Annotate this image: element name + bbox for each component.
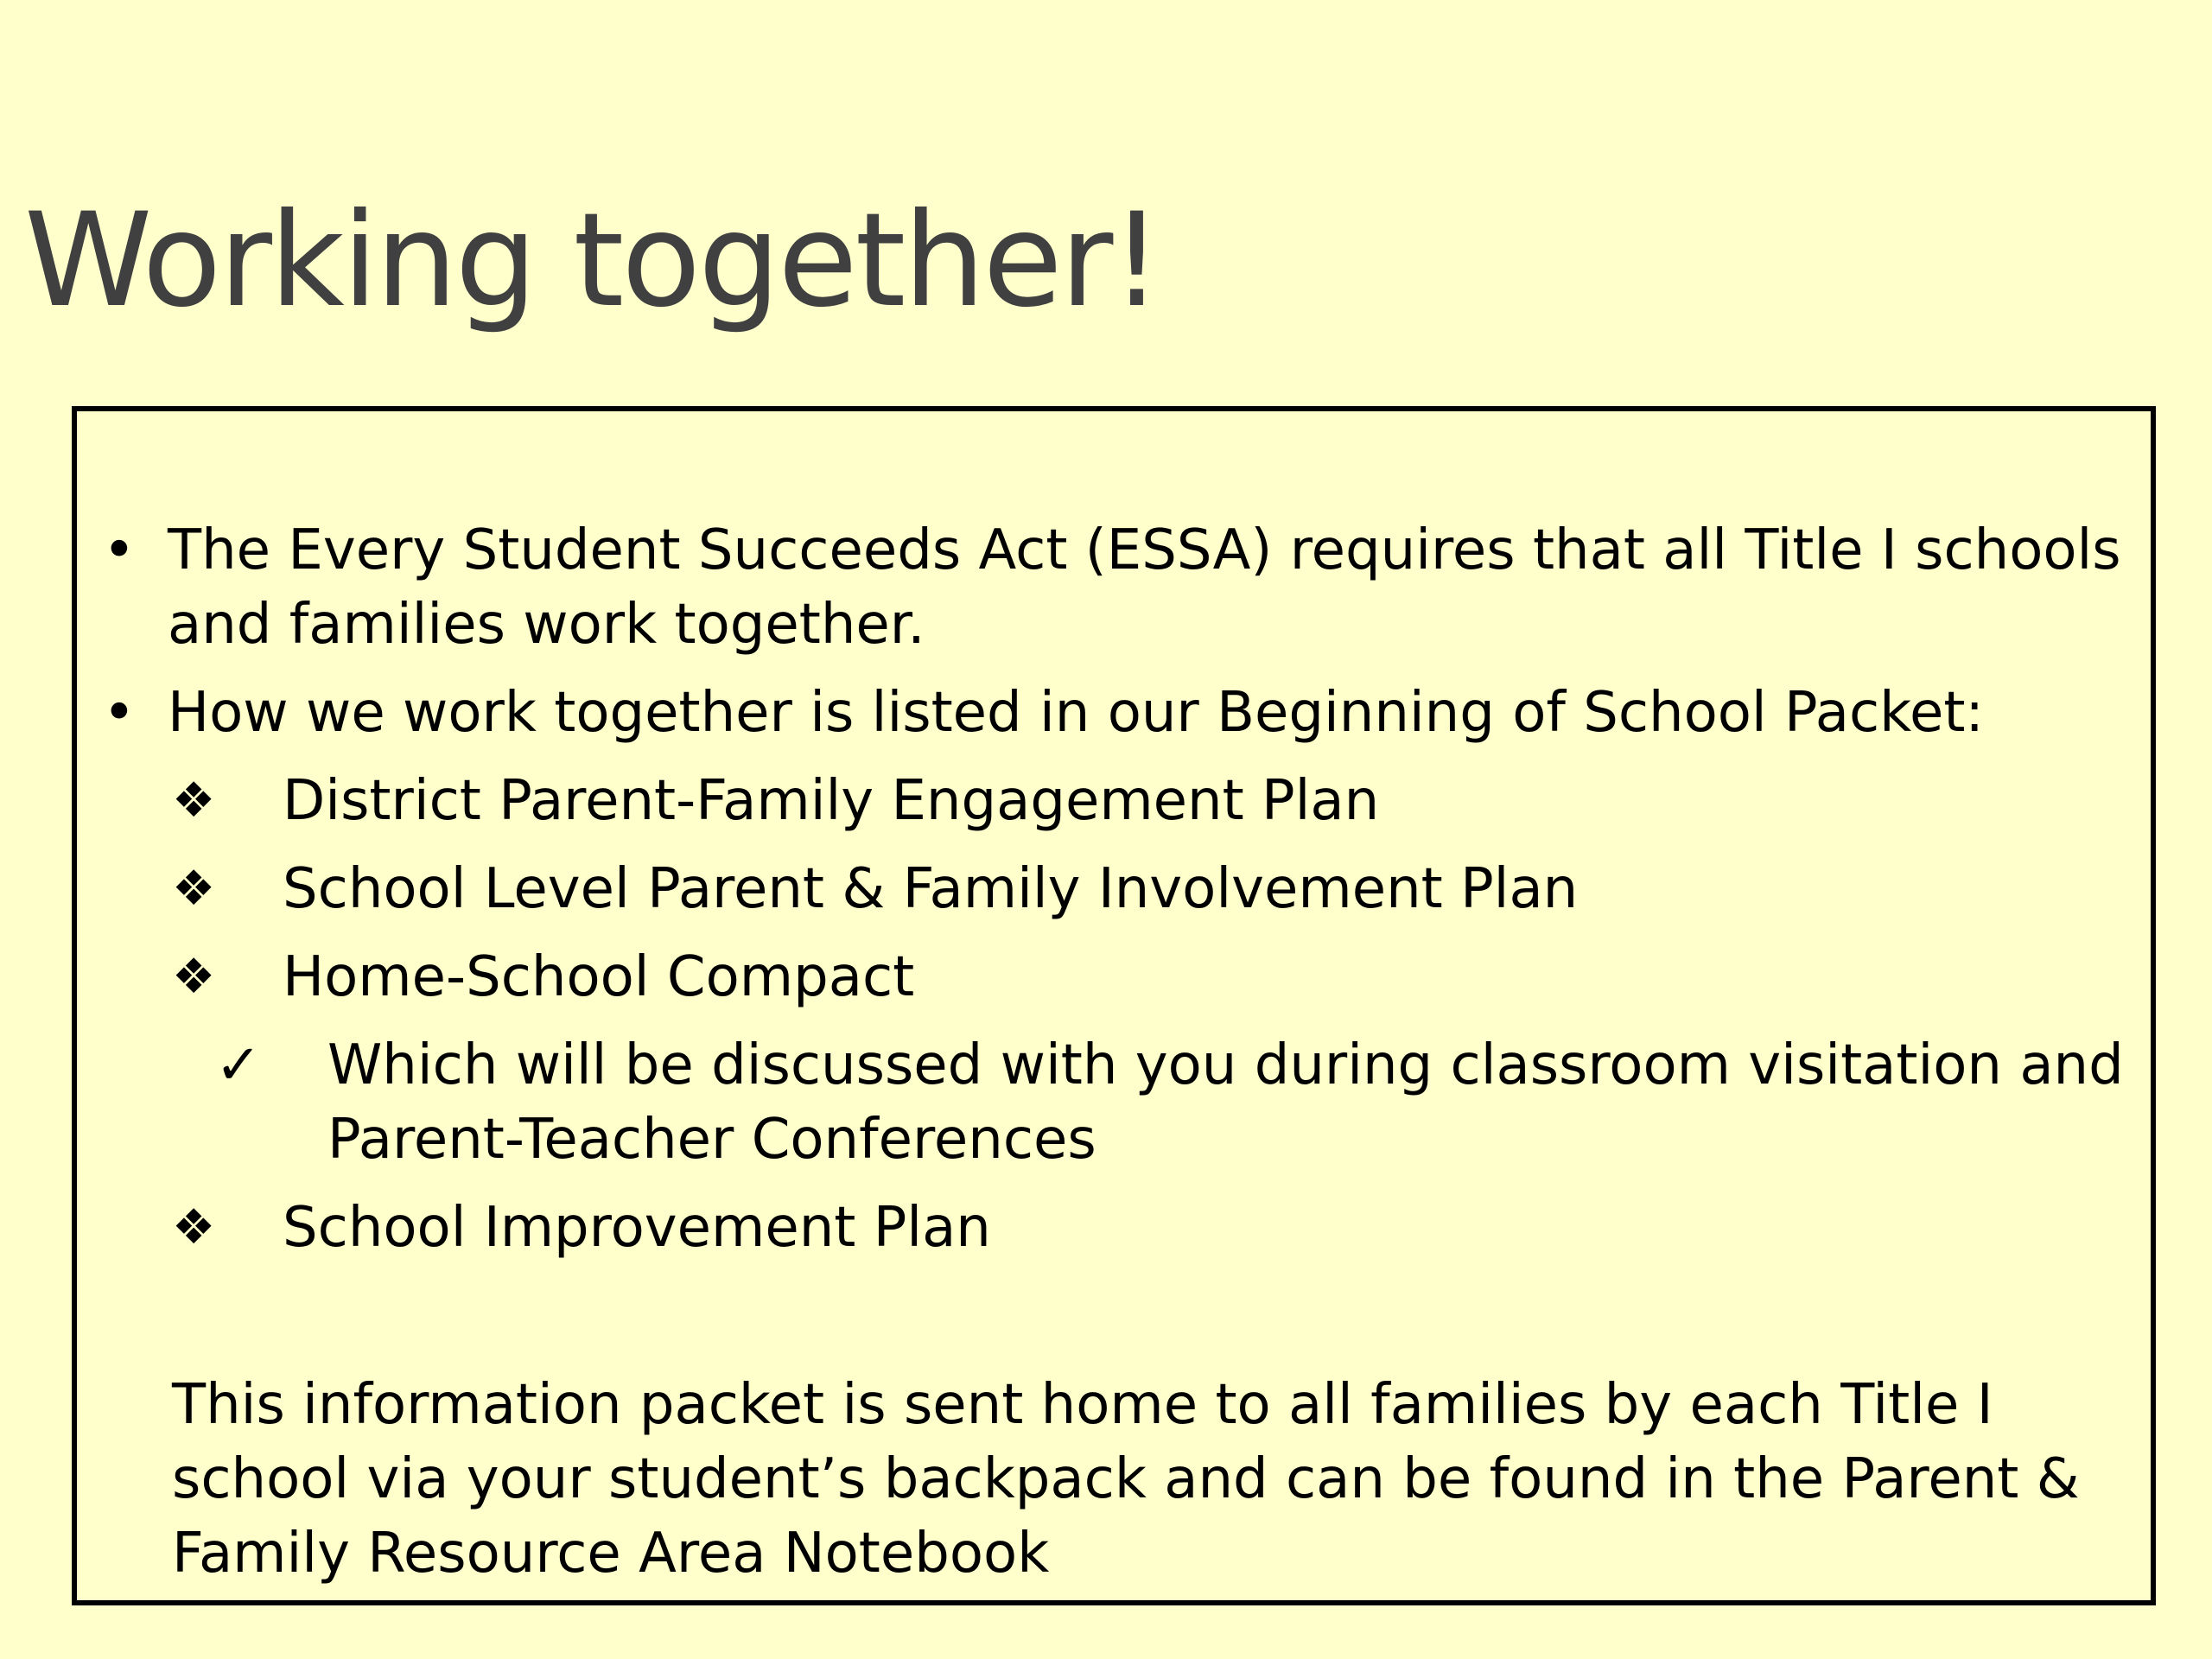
diamond-bullet-icon: ❖: [172, 861, 216, 917]
diamond-bullet-icon: ❖: [172, 949, 216, 1005]
diamond-bullet-icon: ❖: [172, 772, 216, 829]
bullet-item-essa: The Every Student Succeeds Act (ESSA) requires that all Title I schools and families work together.: [168, 518, 2121, 657]
subitem-district-plan: District Parent-Family Engagement Plan: [283, 769, 1380, 833]
subitem-school-improvement-plan: School Improvement Plan: [283, 1196, 991, 1260]
bullet-item-packet: How we work together is listed in our Beginning of School Packet:: [168, 681, 1984, 745]
bullet-marker: •: [103, 681, 136, 745]
check-item-discussion: Which will be discussed with you during classroom visitation and Parent-Teacher Conferences: [327, 1033, 2124, 1172]
subitem-home-school-compact: Home-School Compact: [283, 945, 915, 1009]
content-box: [72, 406, 2156, 1605]
slide-title: Working together!: [24, 186, 1160, 336]
information-note: This information packet is sent home to all families by each Title I school via your student’s backpack and can be found in the Parent & Family Resource Area Notebook: [172, 1373, 2080, 1586]
bullet-marker: •: [103, 518, 136, 582]
checkmark-icon: ✓: [215, 1033, 262, 1097]
diamond-bullet-icon: ❖: [172, 1199, 216, 1255]
subitem-school-level-plan: School Level Parent & Family Involvement Plan: [283, 857, 1579, 921]
